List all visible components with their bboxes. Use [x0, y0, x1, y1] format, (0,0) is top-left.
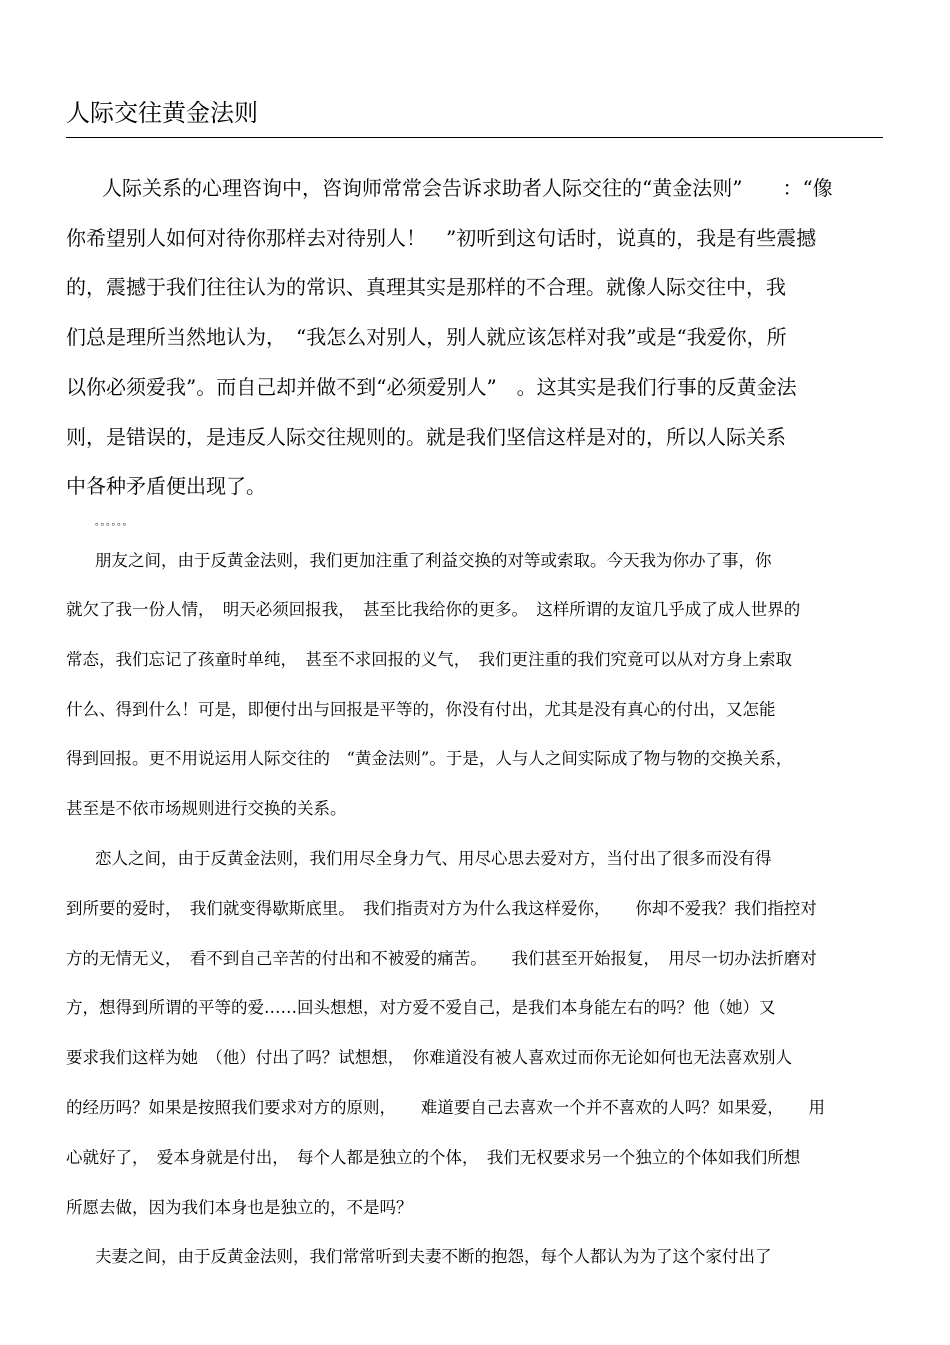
document-title: 人际交往黄金法则	[66, 99, 258, 127]
lovers-line-4: 方，想得到所谓的平等的爱……回头想想，对方爱不爱自己，是我们本身能左右的吗？他（她）又	[66, 998, 776, 1017]
lovers-line-2: 到所要的爱时， 我们就变得歇斯底里。 我们指责对方为什么我这样爱你， 你却不爱我？我们指控对	[66, 899, 817, 918]
lovers-line-7: 心就好了， 爱本身就是付出， 每个人都是独立的个体， 我们无权要求另一个独立的个体如我们所想	[66, 1148, 801, 1167]
friends-line-1: 朋友之间，由于反黄金法则，我们更加注重了利益交换的对等或索取。今天我为你办了事，你	[95, 551, 772, 570]
intro-line-1: 人际关系的心理咨询中，咨询师常常会告诉求助者人际交往的“黄金法则” ：“像	[102, 176, 833, 200]
friends-line-3: 常态，我们忘记了孩童时单纯， 甚至不求回报的义气， 我们更注重的我们究竟可以从对方身上索取	[66, 650, 792, 669]
friends-line-6: 甚至是不依市场规则进行交换的关系。	[66, 799, 347, 818]
friends-line-5: 得到回报。更不用说运用人际交往的 “黄金法则”。于是，人与人之间实际成了物与物的交换关系，	[66, 749, 793, 768]
title-divider	[66, 137, 883, 138]
lovers-line-1: 恋人之间，由于反黄金法则，我们用尽全身力气、用尽心思去爱对方，当付出了很多而没有得	[95, 849, 772, 868]
intro-line-7: 中各种矛盾便出现了。	[66, 474, 266, 498]
friends-line-4: 什么、得到什么！可是，即便付出与回报是平等的，你没有付出，尤其是没有真心的付出，又怎能	[66, 700, 776, 719]
lovers-line-3: 方的无情无义， 看不到自己辛苦的付出和不被爱的痛苦。 我们甚至开始报复， 用尽一切办法折磨对	[66, 949, 817, 968]
intro-line-6: 则，是错误的，是违反人际交往规则的。就是我们坚信这样是对的，所以人际关系	[66, 425, 786, 449]
friends-line-2: 就欠了我一份人情， 明天必须回报我， 甚至比我给你的更多。 这样所谓的友谊几乎成了成人世界的	[66, 600, 801, 619]
intro-line-2: 你希望别人如何对待你那样去对待别人！ ”初听到这句话时，说真的，我是有些震撼	[66, 226, 817, 250]
lovers-line-6: 的经历吗？如果是按照我们要求对方的原则， 难道要自己去喜欢一个并不喜欢的人吗？如果爱， 用	[66, 1098, 825, 1117]
intro-line-3: 的，震撼于我们往往认为的常识、真理其实是那样的不合理。就像人际交往中，我	[66, 275, 786, 299]
intro-line-4: 们总是理所当然地认为， “我怎么对别人，别人就应该怎样对我”或是“我爱你，所	[66, 325, 787, 349]
lovers-line-5: 要求我们这样为她 （他）付出了吗？试想想， 你难道没有被人喜欢过而你无论如何也无法喜欢别人	[66, 1048, 792, 1067]
intro-line-5: 以你必须爱我”。而自己却并做不到“必须爱别人” 。这其实是我们行事的反黄金法	[66, 375, 797, 399]
couples-line-1: 夫妻之间，由于反黄金法则，我们常常听到夫妻不断的抱怨，每个人都认为为了这个家付出了	[95, 1247, 772, 1266]
ellipsis-dots: 。。。。。。	[95, 517, 133, 528]
lovers-line-8: 所愿去做，因为我们本身也是独立的，不是吗？	[66, 1198, 413, 1217]
